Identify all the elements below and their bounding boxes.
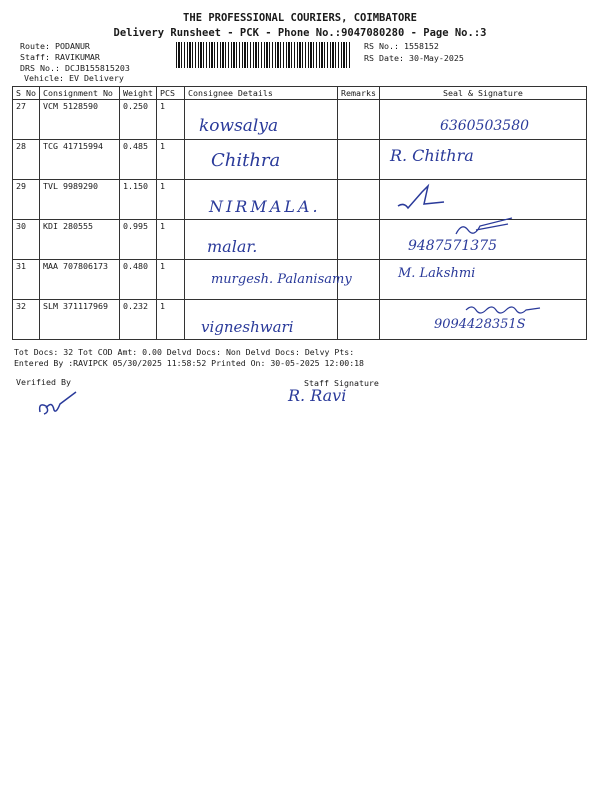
table-row (13, 260, 587, 300)
cell-pcs: 1 (156, 140, 184, 180)
cell-seal (379, 140, 586, 180)
cell-weight: 0.995 (120, 220, 157, 260)
table-row (13, 220, 587, 260)
rs-date: RS Date: 30-May-2025 (364, 53, 464, 63)
col-sno: S No (13, 87, 40, 100)
cell-consignee (184, 260, 352, 300)
col-pcs: PCS (156, 87, 184, 100)
col-weight: Weight (120, 87, 157, 100)
cell-seal (379, 180, 586, 220)
col-consignment: Consignment No (40, 87, 120, 100)
cell-sno: 29 (13, 180, 40, 220)
runsheet-table (12, 86, 587, 340)
signature-scribble (394, 182, 454, 218)
staff-signature-label: Staff Signature (304, 378, 379, 388)
cell-consignee (184, 220, 337, 260)
handwritten-seal: 9487571375 (407, 238, 498, 254)
cell-consignee (184, 300, 337, 340)
cell-pcs: 1 (156, 260, 184, 300)
handwritten-seal: 6360503580 (439, 118, 530, 134)
cell-pcs: 1 (156, 220, 184, 260)
table-row (13, 100, 587, 140)
cell-consignment: SLM 371117969 (40, 300, 120, 340)
drs-label: DRS No.: DCJB155815203 (20, 63, 130, 73)
handwritten-consignee: vigneshwari (200, 318, 294, 336)
handwritten-consignee: NIRMALA. (208, 197, 321, 216)
cell-sno: 27 (13, 100, 40, 140)
cell-remarks (337, 180, 379, 220)
route-label: Route: PODANUR (20, 41, 90, 51)
cell-consignment: TCG 41715994 (40, 140, 120, 180)
cell-consignment: KDI 280555 (40, 220, 120, 260)
cell-consignee (184, 100, 337, 140)
staff-label: Staff: RAVIKUMAR (20, 52, 100, 62)
col-remarks: Remarks (337, 87, 379, 100)
cell-consignee (184, 180, 337, 220)
cell-sno: 32 (13, 300, 40, 340)
cell-consignee (184, 140, 337, 180)
cell-sno: 30 (13, 220, 40, 260)
col-consignee: Consignee Details (184, 87, 337, 100)
cell-weight: 0.485 (120, 140, 157, 180)
vehicle-label: Vehicle: EV Delivery (24, 73, 124, 83)
handwritten-seal: 9094428351S (433, 317, 526, 332)
cell-weight: 0.250 (120, 100, 157, 140)
handwritten-seal: R. Chithra (389, 146, 474, 165)
cell-consignment: TVL 9989290 (40, 180, 120, 220)
handwritten-consignee: murgesh. Palanisamy (210, 272, 352, 287)
col-seal: Seal & Signature (379, 87, 586, 100)
table-header-row (13, 87, 587, 100)
cell-weight: 0.480 (120, 260, 157, 300)
cell-consignment: MAA 707806173 (40, 260, 120, 300)
verified-by-label: Verified By (16, 377, 71, 387)
handwritten-consignee: Chithra (210, 150, 281, 171)
cell-remarks (337, 140, 379, 180)
barcode (176, 42, 352, 68)
rs-no: RS No.: 1558152 (364, 41, 439, 51)
staff-signature-handwriting: R. Ravi (288, 386, 347, 405)
cell-seal (379, 220, 586, 260)
table-row (13, 140, 587, 180)
cell-seal (379, 300, 586, 340)
cell-pcs: 1 (156, 300, 184, 340)
cell-sno: 28 (13, 140, 40, 180)
signature-scribble (464, 302, 544, 316)
cell-consignment: VCM 5128590 (40, 100, 120, 140)
cell-weight: 0.232 (120, 300, 157, 340)
table-row (13, 180, 587, 220)
verified-signature (36, 388, 80, 418)
handwritten-consignee: malar. (206, 237, 258, 256)
page-title: THE PROFESSIONAL COURIERS, COIMBATORE (183, 12, 417, 24)
cell-seal (379, 260, 586, 300)
cell-weight: 1.150 (120, 180, 157, 220)
cell-pcs: 1 (156, 180, 184, 220)
entered-by-line: Entered By :RAVIPCK 05/30/2025 11:58:52 Printed On: 30-05-2025 12:00:18 (14, 358, 364, 368)
handwritten-consignee: kowsalya (198, 116, 279, 136)
totals-line: Tot Docs: 32 Tot COD Amt: 0.00 Delvd Docs: Non Delvd Docs: Delvy Pts: (14, 347, 355, 357)
cell-pcs: 1 (156, 100, 184, 140)
cell-remarks (337, 100, 379, 140)
handwritten-seal: M. Lakshmi (397, 266, 476, 281)
cell-remarks (337, 300, 379, 340)
cell-remarks (337, 220, 379, 260)
page-subtitle: Delivery Runsheet - PCK - Phone No.:9047080280 - Page No.:3 (113, 27, 487, 39)
table-row (13, 300, 587, 340)
cell-sno: 31 (13, 260, 40, 300)
cell-seal (379, 100, 586, 140)
